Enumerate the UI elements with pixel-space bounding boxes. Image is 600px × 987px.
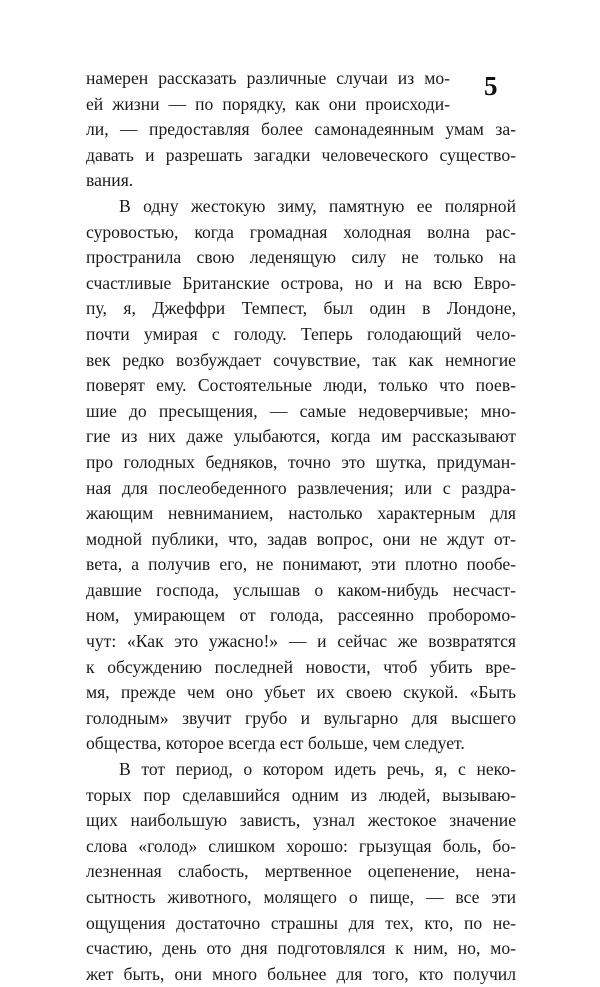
text-line: лезненная слабость, мертвенное оцепенение, нена- [86,861,516,882]
text-line: вета, а получив его, не понимают, эти плотно пообе- [86,554,516,575]
text-line: почти умирая с голоду. Теперь голодающий чело- [86,323,516,344]
paragraph [86,66,516,194]
text-line: век редко возбуждает сочувствие, так как немногие [86,349,516,370]
text-line: давать и разрешать загадки человеческого существо- [86,144,516,165]
book-page-text [86,66,516,987]
text-line: счастию, день ото дня подготовлялся к ним, но, мо- [86,938,516,959]
text-line: слова «голод» слишком хорошо: грызущая боль, бо- [86,835,516,856]
paragraph [86,194,516,757]
page-number: 5 [484,71,498,101]
text-line: щих наибольшую зависть, узнал жестокое значение [86,810,516,831]
text-line: В одну жестокую зиму, памятную ее полярной [119,195,516,216]
text-line: намерен рассказать различные случаи из мо- [86,68,450,88]
text-line: В тот период, о котором идеть речь, я, с неко- [119,759,516,780]
text-line: жающим невниманием, настолько характерным для [86,503,516,524]
text-line: шие до пресыщения, — самые недоверчивые; мно- [86,400,516,421]
text-line: ощущения достаточно страшны для тех, кто, по не- [86,912,516,933]
text-line: поверят ему. Состоятельные люди, только что поев- [86,375,516,396]
text-line: жет быть, они много больнее для того, кто получил [86,963,516,984]
text-line: про голодных бедняков, точно это шутка, придуман- [86,451,516,472]
text-line: голодным» звучит грубо и вульгарно для высшего [86,707,516,728]
text-line: ном, умирающем от голода, рассеянно проборомо- [86,605,516,626]
text-line: сытность животного, молящего о пище, — все эти [86,887,516,907]
text-line: ли, — предоставляя более самонадеянным умам за- [86,119,516,140]
text-line: давшие господа, услышав о каком-нибудь несчаст- [86,579,516,600]
text-line: торых пор сделавшийся одним из людей, вызываю- [86,784,516,805]
text-line: счастливые Британские острова, но и на всю Евро- [86,272,516,293]
text-line: вания. [86,170,134,191]
text-line: пространила свою леденящую силу не только на [86,247,516,268]
text-line: модной публики, что, задав вопрос, они не ждут от- [86,528,516,549]
text-line: пу, я, Джеффри Темпест, был один в Лондоне, [86,298,516,319]
text-line: к обсуждению последней новости, чтоб убить вре- [86,656,516,677]
text-line: чут: «Как это ужасно!» — и сейчас же возвратятся [86,631,516,652]
text-line: ей жизни — по порядку, как они происходи- [86,93,450,114]
text-line: ная для послеобеденного развлечения; или с раздра- [86,477,516,498]
paragraph [86,757,516,987]
text-line: мя, прежде чем оно убьет их своею скукой. «Быть [86,682,516,703]
text-line: суровостью, когда громадная холодная волна рас- [86,221,516,242]
text-line: гие из них даже улыбаются, когда им рассказывают [86,426,516,447]
text-line: общества, которое всегда ест больше, чем следует. [86,733,465,754]
